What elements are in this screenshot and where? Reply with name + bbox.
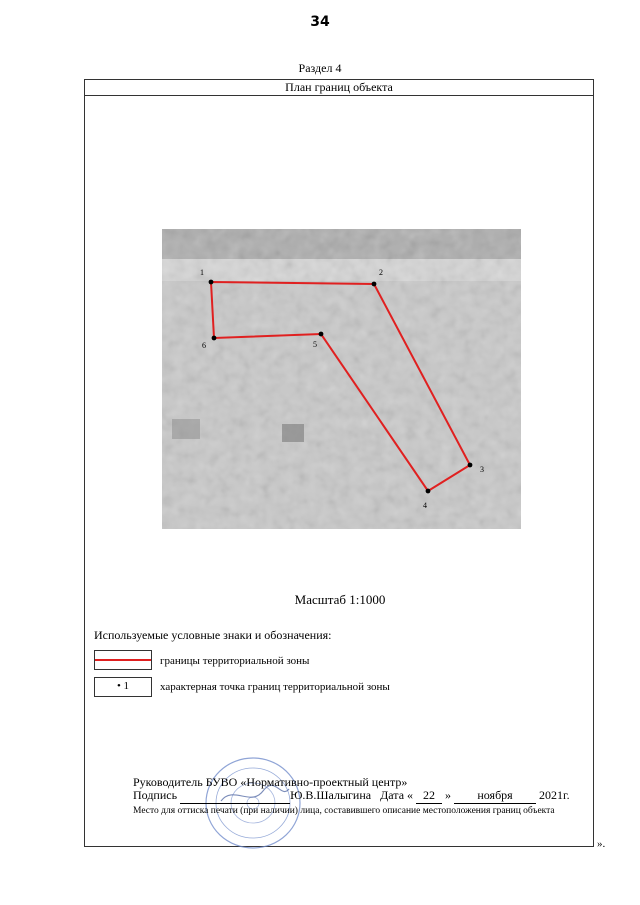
vertex-point-1 [209,280,214,285]
map-dark-patch [172,419,200,439]
date-month: ноября [454,788,536,804]
signer-name: Ю.В.Шалыгина [290,788,372,802]
legend-line-symbol [94,650,152,670]
vertex-label-1: 1 [200,268,204,277]
closing-quote: ». [597,838,606,850]
date-label: Дата « [380,788,414,802]
vertex-label-6: 6 [202,341,206,350]
vertex-label-4: 4 [423,501,427,510]
podpis-label: Подпись [133,788,178,802]
legend-boundary-text: границы территориальной зоны [160,655,310,667]
map-texture [162,229,521,529]
legend-point-text: характерная точка границ территориальной зоны [160,681,390,693]
signature-blank [180,788,290,804]
vertex-label-5: 5 [313,340,317,349]
boundary-map [162,229,521,529]
page-number: 34 [310,14,330,30]
date-year: 2021г. [539,788,570,802]
point-icon: • 1 [116,680,130,692]
date-day: 22 [416,788,442,804]
legend-point-symbol [94,677,152,697]
plan-title: План границ объекта [84,79,594,96]
signature-title: Руководитель БУВО «Нормативно-проектный центр» [133,775,408,789]
date-close-quote: » [445,788,452,802]
stamp-note: Место для оттиска печати (при наличии) лица, составившего описание местоположения границ объекта [133,806,555,816]
red-line-icon [95,659,151,661]
vertex-point-3 [468,463,473,468]
vertex-point-5 [319,332,324,337]
section-label: Раздел 4 [298,61,342,75]
scale-label: Масштаб 1:1000 [294,592,386,607]
map-dark-patch [282,424,304,442]
legend-heading: Используемые условные знаки и обозначения: [94,628,332,642]
vertex-point-6 [212,336,217,341]
vertex-point-4 [426,489,431,494]
signature-line [133,788,570,804]
vertex-point-2 [372,282,377,287]
vertex-label-2: 2 [379,268,383,277]
vertex-label-3: 3 [480,465,484,474]
